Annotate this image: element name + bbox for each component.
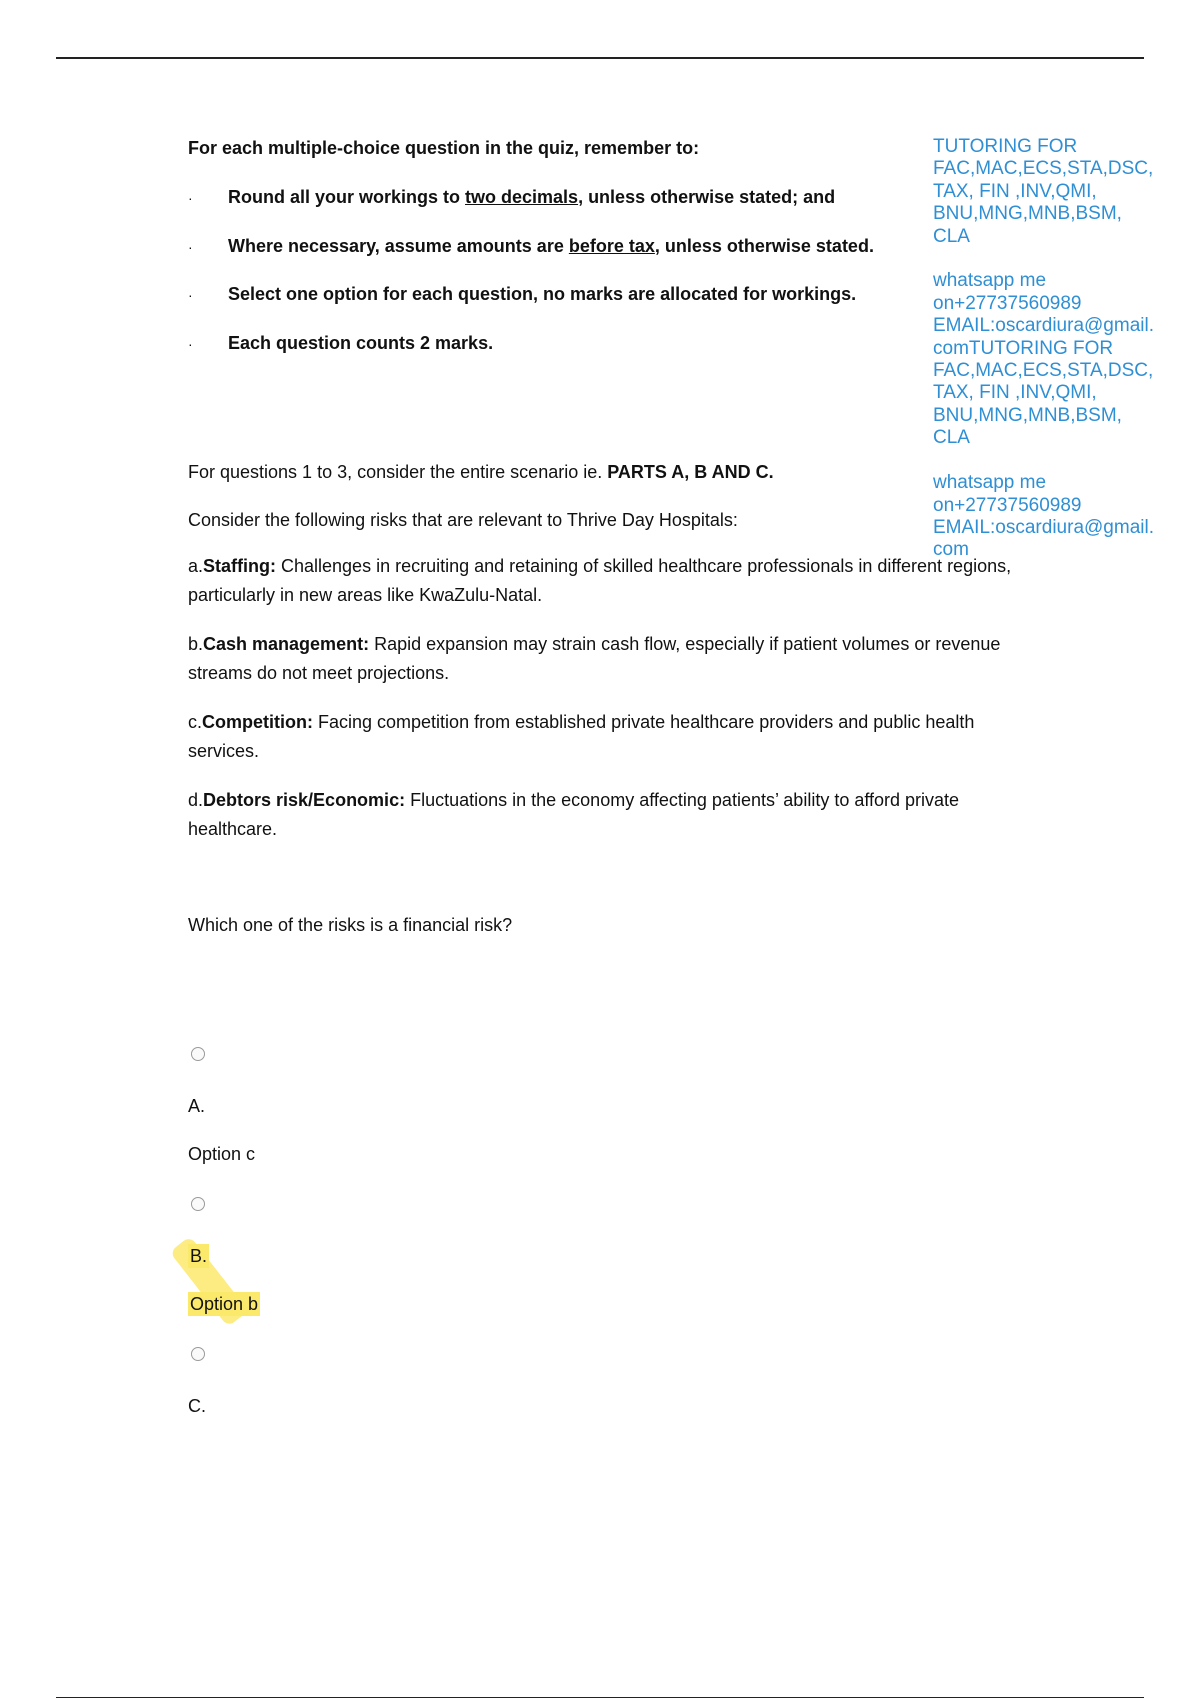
bullet-marker: · xyxy=(188,190,193,206)
option-a-letter: A. xyxy=(188,1096,206,1116)
option-a-radio[interactable] xyxy=(191,1047,205,1061)
bullet-marker: · xyxy=(188,239,193,255)
option-a-label: Option c xyxy=(188,1144,256,1164)
option-b-label: Option b xyxy=(190,1294,259,1314)
risk-item-staffing: a.Staffing: Challenges in recruiting and retaining of skilled healthcare professionals in different regions, particularly in new areas like KwaZulu-Natal. xyxy=(188,556,1012,605)
instructions-heading: For each multiple-choice question in the quiz, remember to: xyxy=(188,138,700,158)
tutoring-watermark: TUTORING FOR FAC,MAC,ECS,STA,DSC, TAX, FIN ,INV,QMI, BNU,MNG,MNB,BSM, CLA whatsapp me on+27737560989 EMAIL:oscardiura@gmail. comTUTORING FOR FAC,MAC,ECS,STA,DSC, TAX, FIN ,INV,QMI, BNU,MNG,MNB,BSM, CLA whatsapp me on+27737560989 EMAIL:oscardiura@gmail. com xyxy=(933,136,1154,561)
option-b-radio[interactable] xyxy=(191,1197,205,1211)
option-c-radio[interactable] xyxy=(191,1347,205,1361)
bullet-marker: · xyxy=(188,336,193,352)
scenario-intro: For questions 1 to 3, consider the entire scenario ie. PARTS A, B AND C. xyxy=(188,462,774,482)
risk-item-debtors: d.Debtors risk/Economic: Fluctuations in the economy affecting patients’ ability to afford private healthcare. xyxy=(188,790,960,839)
risks-intro: Consider the following risks that are relevant to Thrive Day Hospitals: xyxy=(188,510,738,530)
risk-item-cash-management: b.Cash management: Rapid expansion may strain cash flow, especially if patient volumes or revenue streams do not meet projections. xyxy=(188,634,1001,683)
option-c-letter: C. xyxy=(188,1396,206,1416)
top-rule xyxy=(56,57,1144,59)
option-b-letter: B. xyxy=(190,1246,208,1266)
question-text: Which one of the risks is a financial risk? xyxy=(188,915,513,935)
instruction-bullet-4: · Each question counts 2 marks. xyxy=(188,333,494,353)
risk-item-competition: c.Competition: Facing competition from established private healthcare providers and public health services. xyxy=(188,712,975,761)
instruction-bullet-1: · Round all your workings to two decimals, unless otherwise stated; and xyxy=(188,187,836,207)
instruction-bullet-2: · Where necessary, assume amounts are before tax, unless otherwise stated. xyxy=(188,236,874,256)
instruction-bullet-3: · Select one option for each question, no marks are allocated for workings. xyxy=(188,284,857,304)
bottom-rule xyxy=(56,1697,1144,1698)
bullet-marker: · xyxy=(188,287,193,303)
